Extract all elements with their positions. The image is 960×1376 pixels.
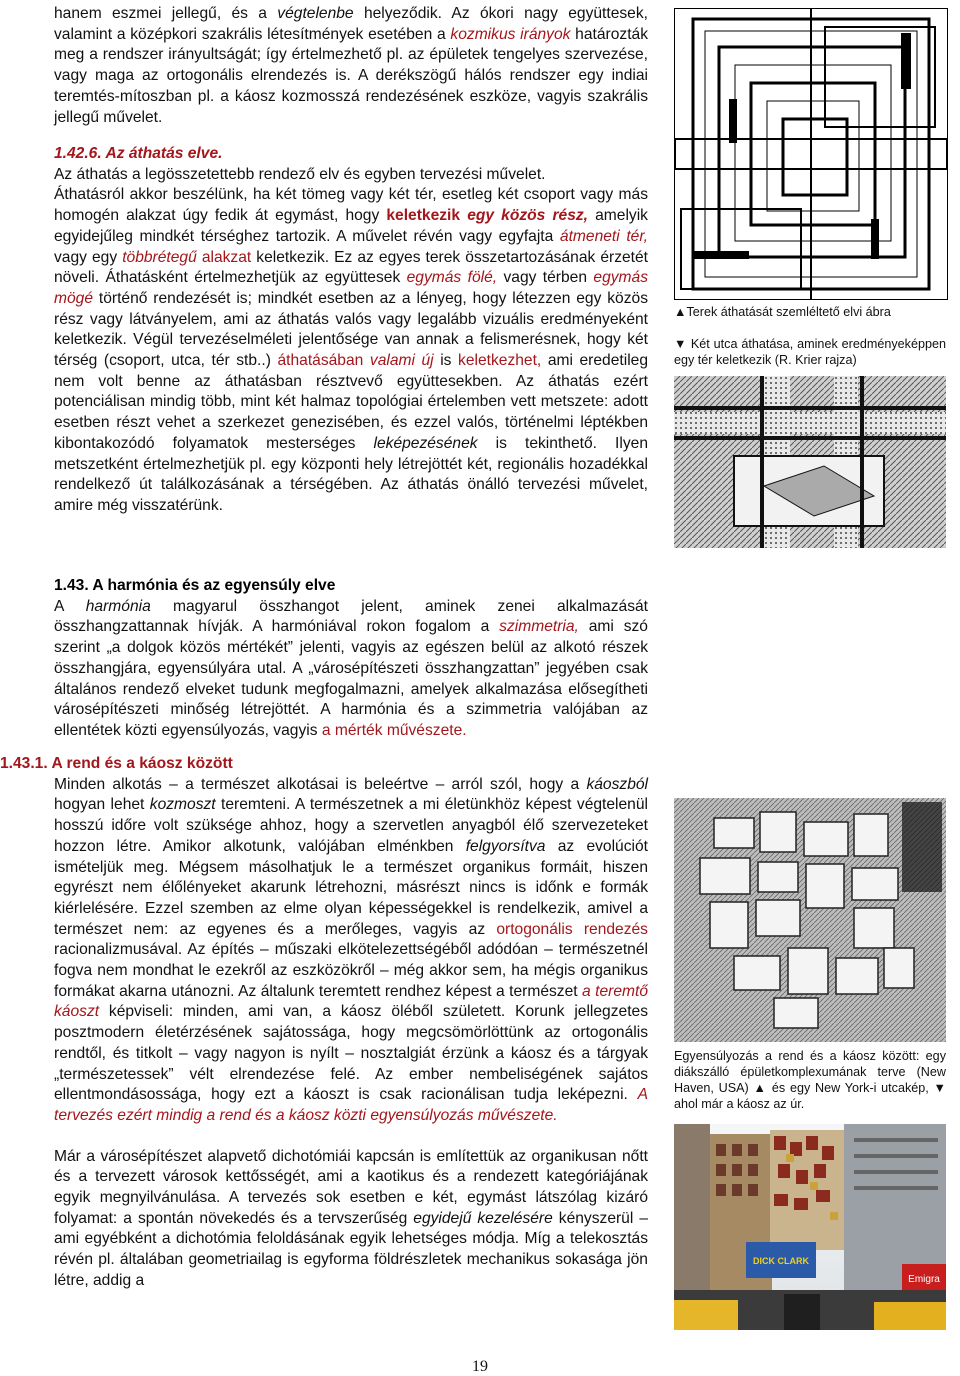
section-1-43 (54, 576, 648, 742)
section-heading: 1.43. A harmónia és az egyensúly elve (54, 577, 336, 594)
dormitory-plan (674, 798, 946, 1042)
section-body: A harmónia magyarul összhangot jelent, aminek zenei alkalmazását összhangzattannak hívják. A harmóniával rokon fogalom a szimmetria, ami szó szerint „a dolgok közös mértékét” jelenti, vagyis az egészen belül az alkotó részek összhangjára, egyensúlyára utal. A „városépítészeti összhangzattan” jegyében csak általános rendező elveket tudunk megfogalmazni, amelyek alkalmazása elősegítheti városépítészeti minőség létrejöttét. A harmónia és a szimmetria valójában az ellentétek közti egyensúlyozás, vagyis a mérték művészete. (54, 597, 648, 739)
section-heading: 1.43.1. A rend és a káosz között (0, 755, 233, 772)
caption-3: Egyensúlyozás a rend és a káosz között: egy diákszálló épületkomplexumának terve (New Haven, USA) ▲ és egy New York-i utcakép, ▼ ahol már a káosz az úr. (674, 1049, 946, 1111)
caption-2: ▼ Két utca áthatása, aminek eredményeképpen egy tér keletkezik (R. Krier rajza) (674, 337, 946, 367)
section-body: Áthatásról akkor beszélünk, ha két tömeg vagy két tér, esetleg két csoport vagy más homogén alakzat úgy fedik át egymást, hogy keletkezik egy közös rész, amelyik egyidejűleg mindkét térséghez tartozik. A művelet révén vagy egyfajta átmeneti tér, vagy egy többrétegű alakzat keletkezik. Ez az egyes terek összetartozásának érzetét növeli. Áthatásként értelmezhetjük az együttesek egymás fölé, vagy térben egymás mögé történő rendezését is; mindkét esetben az a lényeg, hogy létezzen egy közös rész vagy látványelem, ami az áthatás valós vagy legalább vizuális eredményeként keletkezik. Végül tervezéselméleti jelentősége van annak a felismerésnek, hogy két térség (csoport, utca, tér stb..) áthatásában valami új is keletkezhet, ami eredetileg nem volt benne az áthatásban résztvevő együttesekben. Az áthatás ezért potenciálisan mindig több, mint két halmaz topológiai értelemben vett metszete: adott esetben részt vehet a szerkezet genezisében, és ezzel valós, történelmi léptékben kibontakozódó folyamatok mesterséges leképezésének is tekinthető. Ilyen metszetként értelmezhetjük pl. egy központi hely létrejöttét két, regionális hozadékkal rendelkező út találkozásának a térségében. Az áthatás önálló tervezési művelet, amire még visszatérünk. (54, 186, 649, 514)
section-1-43-1 (0, 754, 649, 1292)
caption-1: ▲Terek áthatását szemléltető elvi ábra (674, 305, 891, 319)
billboard-text: DICK CLARK (753, 1256, 809, 1266)
top-paragraph: hanem eszmei jellegű, és a végtelenbe helyeződik. Az ókori nagy együttesek, valamint a középkori szakrális létesítmények esetében a kozmikus irányok határozták meg a rendszer irányultságát; így értelmezhető pl. az épületek tengelyes szervezése, vagy maga az ortogonális elrendezés is. A derékszögű hálós rendszer egy indiai teremtés-mítoszban pl. a káosz kozmosszá rendezésének eszköze, vagyis szakrális jellegű művelet. (54, 5, 649, 126)
store-sign-text: Emigra (908, 1274, 940, 1285)
section-heading: 1.42.6. Az áthatás elve. (54, 145, 223, 162)
section-body-2: Már a városépítészet alapvető dichotómiái kapcsán is említettük az organikusan nőtt és a tervezett városok kettősségét, ami a kaotikus és a rendezett kategóriájának egyik megnyilvánulása. A tervezés sok esetben e két, egymást látszólag kizáró folyamat: a spontán növekedés és a tervszerűség egyidejű kezelésére kényszerül – ami egyébként a dichotómia feloldásának egyik lehetséges módja. Míg a telekosztás révén pl. általában geometriailag is egyforma földrészletek mechanikus sokasága jön létre, addig a (54, 1147, 648, 1289)
section-lead: Az áthatás a legösszetettebb rendező elv és egyben tervezési művelet. (54, 165, 546, 183)
section-body: Minden alkotás – a természet alkotásai is beleértve – arról szól, hogy a káoszból hogyan lehet kozmoszt teremteni. A természetnek a mi életünkhöz képest végtelenül hosszú időre volt szüksége ahhoz, hogy a szervetlen anyagból élő szervezeteket hozzon létre. Amikor alkotunk, valójában elménkben felgyorsítva az evolúciót ismételjük meg. Mégsem másolhatjuk le a természet organikus formáit, hiszen egyrészt nem élőlényeket akarunk létrehozni, másrészt nincs is időnk e formák kiérlelésére. Ezzel szemben az elme olyan képességekkel is rendelkezik, amivel a természet nem: az egyenes és a merőleges, vagyis az ortogonális rendezés racionalizmusával. Az építés – műszaki elkötelezettségéből adódóan – természetnél fogva nem mondhat le ezekről az eszközökről – még akkor sem, ha mégis organikus formákat akarna utánozni. Az általunk teremtett rendhez képest a természet a teremtő káoszt képviseli: minden, ami van, a káosz öléből született. Korunk jellegzetes posztmodern életérzésének sajátossága, hogy megcsömörlöttünk az ortogonális rendtől, és titkolt – vagy nagyon is nyílt – nosztalgiát érzünk a káosz és a tárgyak „természetessek” vélt elrendezése felé. Az ember nembeliségének sajátos ellentmondásossága, hogy ezt a káoszt is csak racionálisan tudja leképezni. A tervezés ezért mindig a rend és a káosz közti egyensúlyozás művészete. (54, 775, 649, 1124)
street-intersection-drawing (674, 376, 946, 548)
section-1-42-6 (54, 144, 648, 517)
overlap-diagram (674, 8, 948, 300)
page-number: 19 (472, 1358, 488, 1375)
new-york-street-photo (674, 1124, 946, 1330)
